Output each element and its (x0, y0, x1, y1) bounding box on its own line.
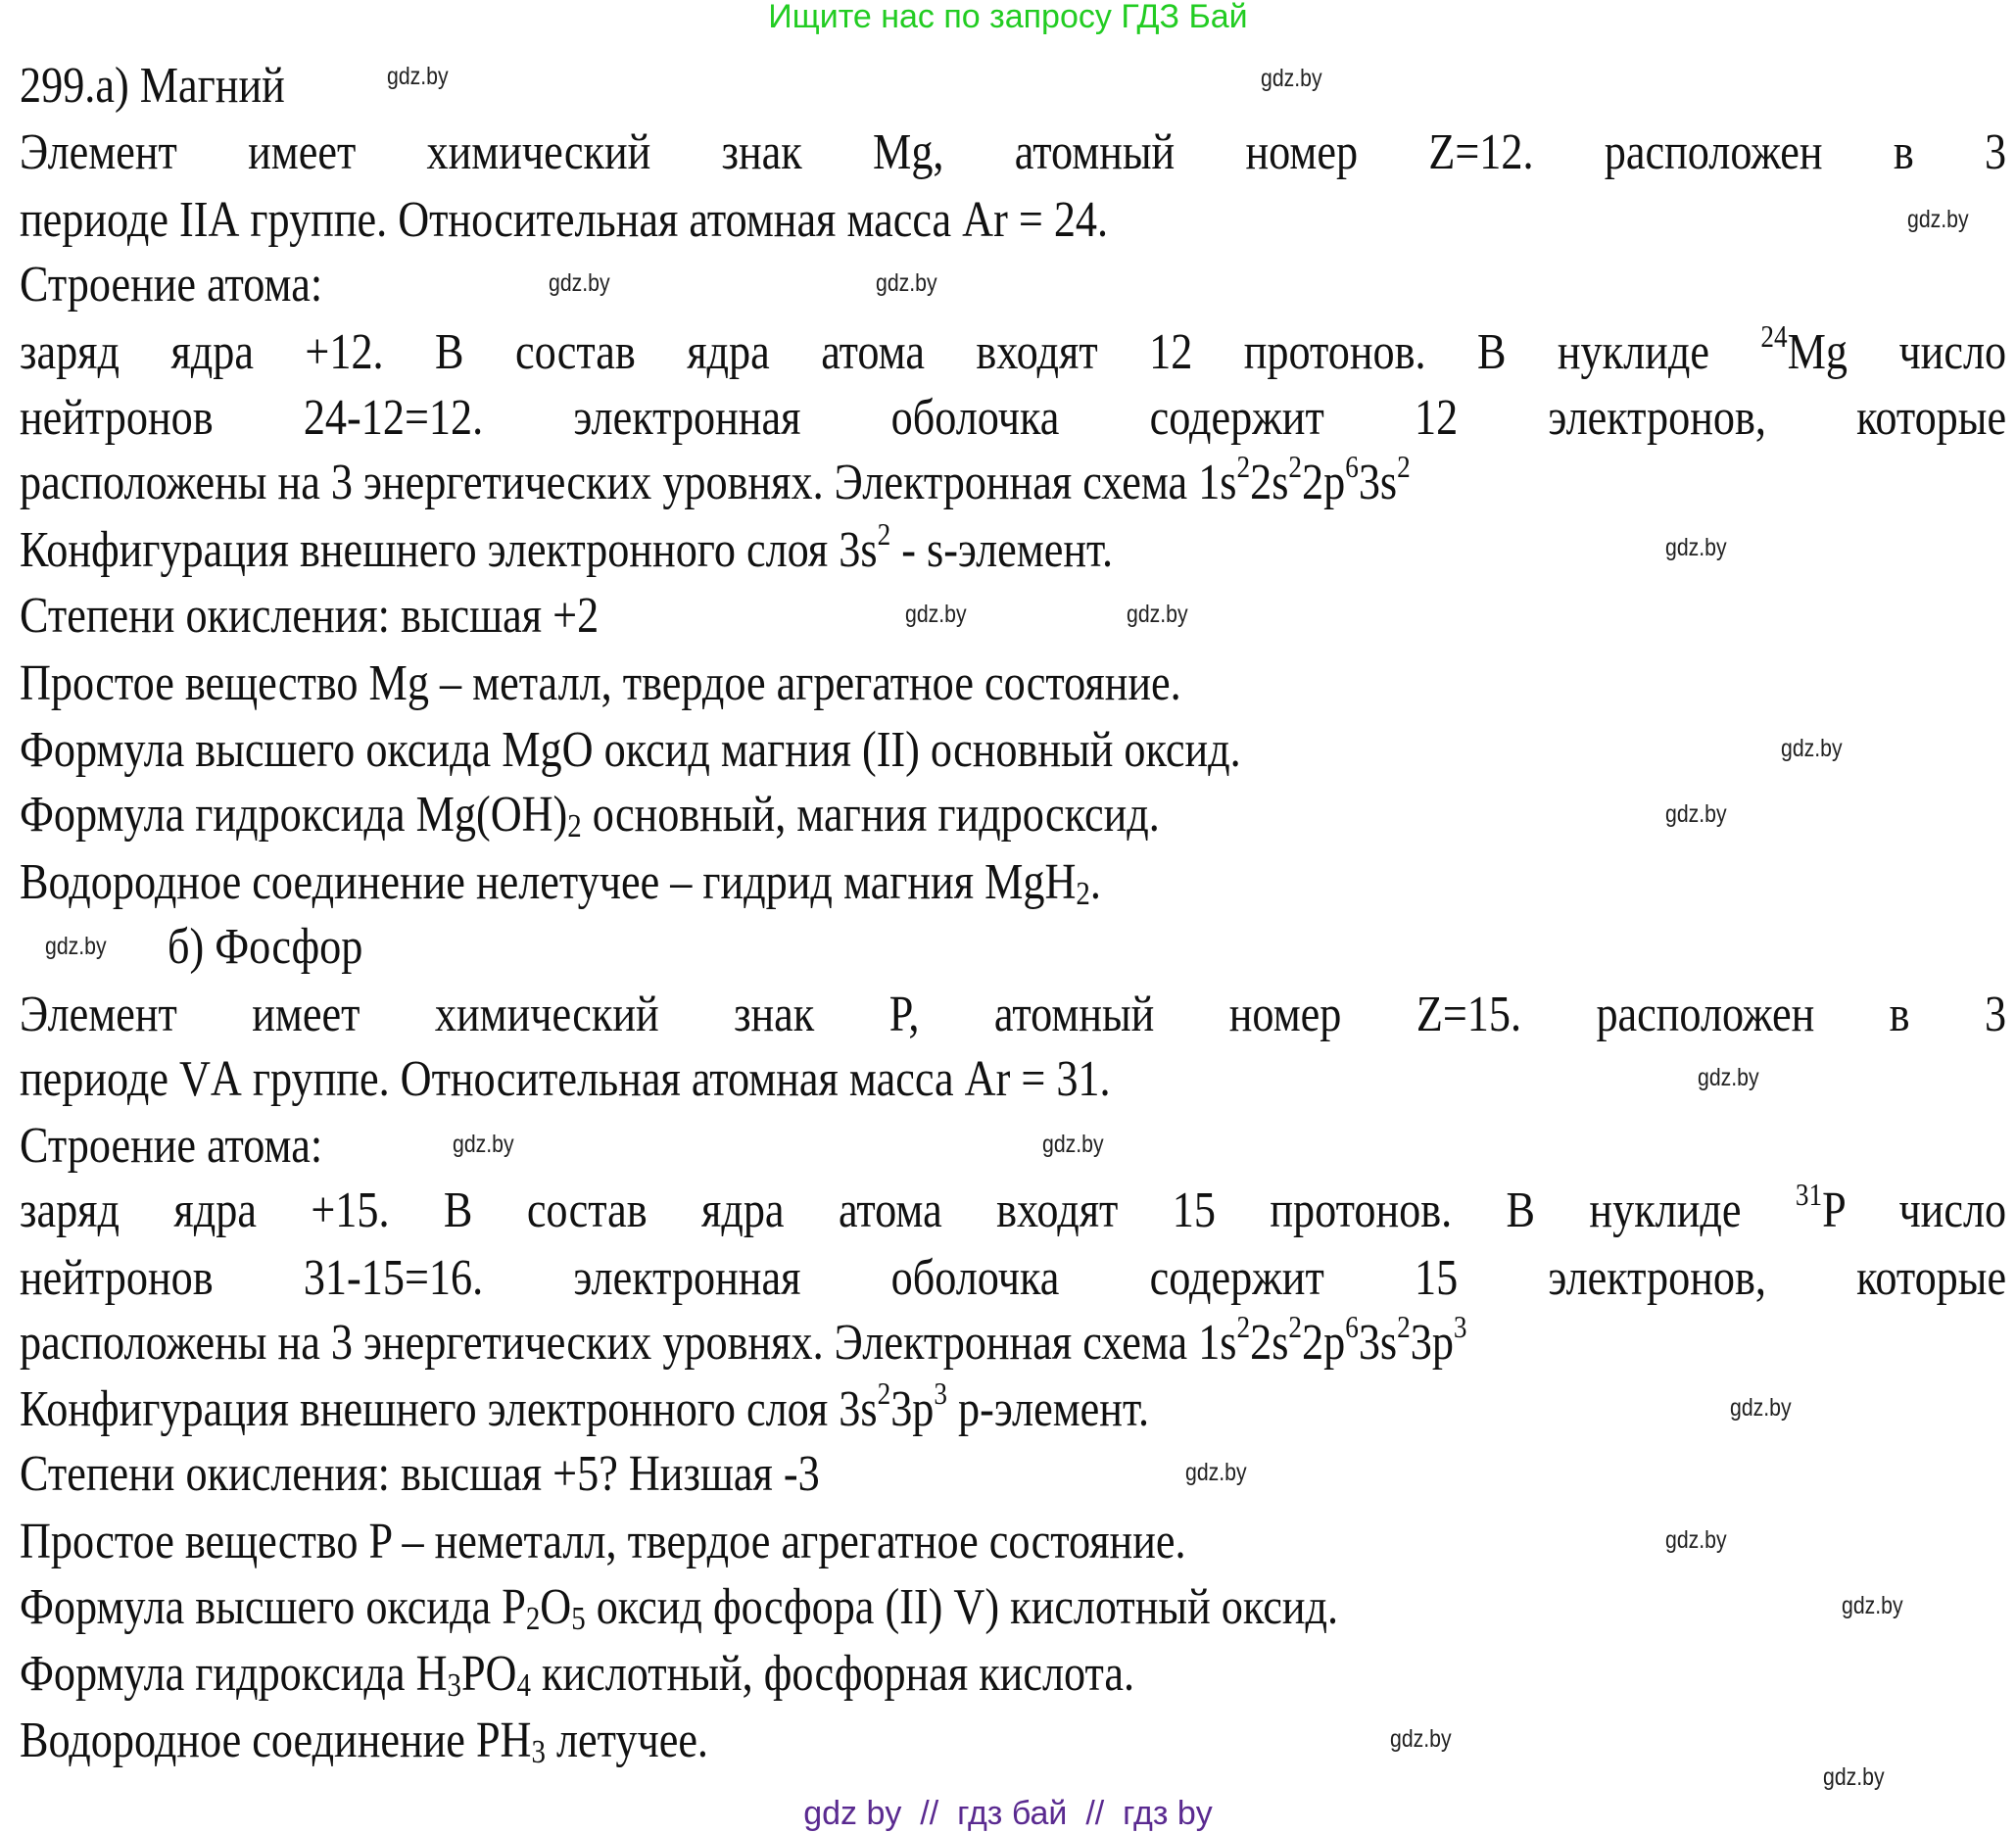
text-line: Элемент имеет химический знак Mg, атомный номер Z=12. расположен в 3 (20, 124, 2007, 180)
heading-magnesium: 299.а) Магний (20, 58, 285, 114)
watermark: gdz.by (387, 63, 449, 90)
text: 3s (1358, 455, 1398, 510)
text-line (20, 318, 2007, 382)
watermark: gdz.by (1781, 735, 1843, 762)
sup: 3 (1453, 1309, 1467, 1344)
sub: 2 (525, 1601, 541, 1637)
sup: 6 (1345, 1309, 1359, 1344)
text: 3p (1410, 1315, 1454, 1371)
text: Формула гидроксида H (20, 1646, 448, 1702)
text-line: периоде IIА группе. Относительная атомная масса Ar = 24. (20, 192, 1109, 248)
sup: 2 (1236, 1309, 1251, 1344)
watermark: gdz.by (1823, 1763, 1885, 1791)
text-line (20, 449, 2006, 512)
watermark: gdz.by (905, 601, 967, 628)
text: Водородное соединение PH (20, 1712, 532, 1768)
text-line: Строение атома: (20, 257, 323, 313)
text: Конфигурация внешнего электронного слоя 3s (20, 522, 878, 578)
text: 3p (890, 1381, 935, 1437)
text-line: Степени окисления: высшая +2 (20, 588, 600, 644)
text-line (20, 853, 2006, 912)
text: расположены на 3 энергетических уровнях. Электронная схема 1s (20, 1315, 1237, 1371)
footer-links: gdz by // гдз бай // гдз by (803, 1795, 1213, 1832)
text: заряд ядра +12. В состав ядра атома входят 12 протонов. В нуклиде (20, 324, 1761, 380)
search-banner: Ищите нас по запросу ГДЗ Бай (768, 0, 1248, 35)
text-line (20, 1309, 2006, 1373)
text: оксид фосфора (II) V) кислотный оксид. (585, 1579, 1339, 1635)
watermark: gdz.by (1665, 1526, 1727, 1554)
text-line (20, 1645, 2006, 1704)
text-line (20, 1177, 2007, 1240)
text-line: Элемент имеет химический знак P, атомный номер Z=15. расположен в 3 (20, 987, 2007, 1042)
watermark: gdz.by (1127, 601, 1188, 628)
sub: 5 (571, 1601, 586, 1637)
watermark: gdz.by (1665, 534, 1727, 561)
text: Конфигурация внешнего электронного слоя 3s (20, 1381, 878, 1437)
sup: 2 (1397, 1309, 1411, 1344)
mass-number: 31 (1795, 1177, 1823, 1212)
text: 2s (1250, 455, 1289, 510)
sup: 2 (1397, 449, 1411, 484)
watermark: gdz.by (1842, 1592, 1903, 1619)
watermark: gdz.by (1730, 1394, 1792, 1422)
text: O (540, 1579, 572, 1635)
text: 2p (1302, 1315, 1346, 1371)
watermark: gdz.by (1665, 800, 1727, 828)
sup: 3 (934, 1375, 947, 1411)
sub: 3 (531, 1734, 546, 1770)
text: основный, магния гидросксид. (581, 787, 1160, 843)
text: Водородное соединение нелетучее – гидрид магния MgH (20, 854, 1077, 910)
text-line: Простое вещество P – неметалл, твердое агрегатное состояние. (20, 1514, 1186, 1569)
watermark: gdz.by (1042, 1131, 1104, 1158)
watermark: gdz.by (1698, 1064, 1759, 1091)
watermark: gdz.by (453, 1131, 514, 1158)
watermark: gdz.by (876, 269, 937, 297)
text: Mg число (1787, 324, 2007, 380)
text-line: нейтронов 31-15=16. электронная оболочка содержит 15 электронов, которые (20, 1250, 2007, 1306)
text-line (20, 1375, 2006, 1439)
text: Формула гидроксида Mg(OH) (20, 787, 568, 843)
text: - s-элемент. (890, 522, 1114, 578)
sub: 2 (567, 808, 582, 844)
text-line: Формула высшего оксида MgO оксид магния (II) основный оксид. (20, 722, 1241, 778)
text-line (20, 1712, 2006, 1770)
watermark: gdz.by (549, 269, 610, 297)
text: p-элемент. (946, 1381, 1149, 1437)
text-line: периоде VА группе. Относительная атомная масса Ar = 31. (20, 1051, 1111, 1107)
text: расположены на 3 энергетических уровнях. Электронная схема 1s (20, 455, 1237, 510)
text-line: нейтронов 24-12=12. электронная оболочка содержит 12 электронов, которые (20, 390, 2007, 446)
sub: 4 (516, 1667, 531, 1704)
text: P число (1822, 1182, 2007, 1238)
watermark: gdz.by (45, 933, 107, 960)
text: Формула высшего оксида P (20, 1579, 526, 1635)
watermark: gdz.by (1390, 1725, 1452, 1753)
sup: 2 (1236, 449, 1251, 484)
text: заряд ядра +15. В состав ядра атома входят 15 протонов. В нуклиде (20, 1182, 1796, 1238)
sup: 2 (877, 516, 891, 552)
watermark: gdz.by (1907, 206, 1969, 233)
text: 2s (1250, 1315, 1289, 1371)
sup: 2 (1288, 449, 1303, 484)
sub: 3 (447, 1667, 461, 1704)
sub: 2 (1076, 876, 1090, 912)
sup: 2 (877, 1375, 891, 1411)
text-line (20, 1578, 2006, 1637)
text: . (1089, 854, 1101, 910)
text: кислотный, фосфорная кислота. (530, 1646, 1135, 1702)
watermark: gdz.by (1261, 65, 1322, 92)
text: PO (460, 1646, 517, 1702)
text: 3s (1358, 1315, 1398, 1371)
watermark: gdz.by (1185, 1459, 1247, 1486)
text-line: Степени окисления: высшая +5? Низшая -3 (20, 1446, 820, 1502)
mass-number: 24 (1760, 318, 1788, 354)
text-line: Строение атома: (20, 1118, 323, 1174)
text-line: Простое вещество Mg – металл, твердое агрегатное состояние. (20, 655, 1181, 711)
sup: 6 (1345, 449, 1359, 484)
sup: 2 (1288, 1309, 1303, 1344)
text: летучее. (545, 1712, 708, 1768)
text: 2p (1302, 455, 1346, 510)
heading-phosphorus: б) Фосфор (168, 919, 363, 975)
